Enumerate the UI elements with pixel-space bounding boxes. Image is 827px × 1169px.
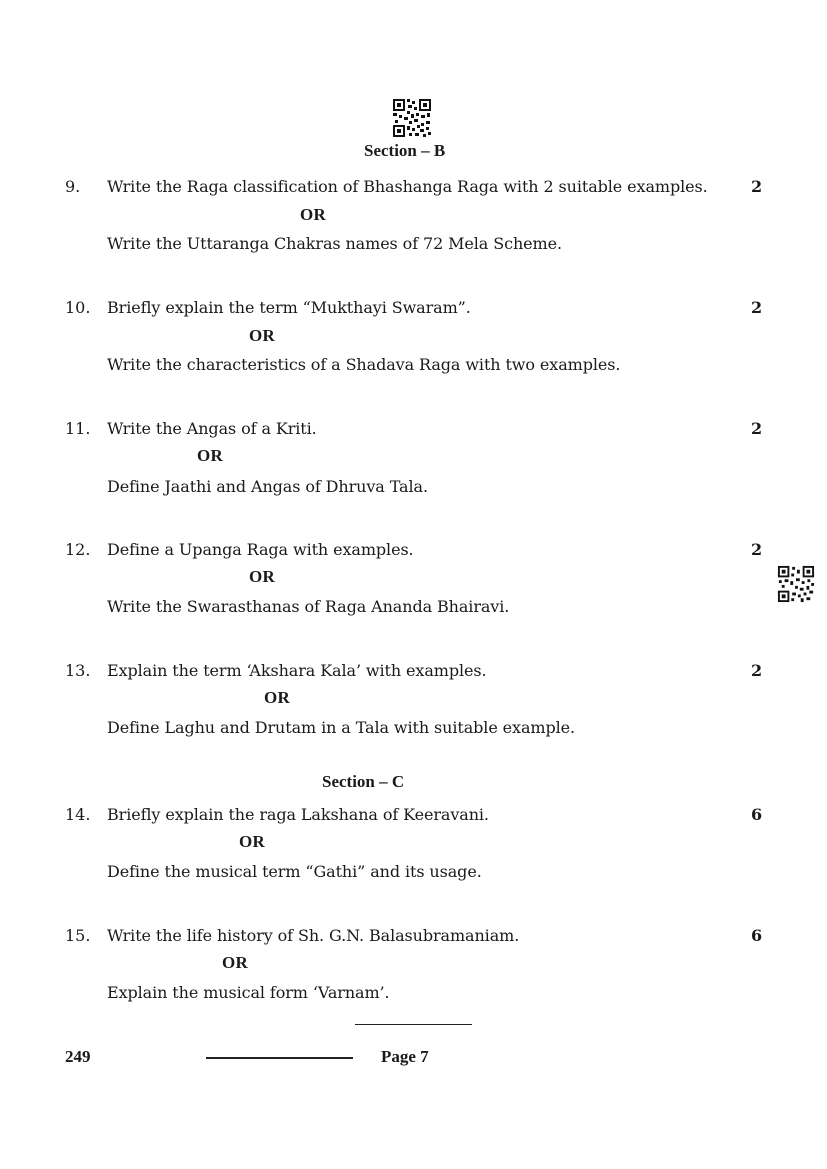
page-number: Page 7 (381, 1047, 429, 1066)
or-label: OR (239, 832, 266, 851)
question-number: 12. (65, 540, 91, 559)
alternative-question-text: Define Jaathi and Angas of Dhruva Tala. (107, 477, 428, 496)
marks: 2 (751, 419, 763, 438)
alternative-question-text: Define Laghu and Drutam in a Tala with suitable example. (107, 718, 575, 737)
end-divider (355, 1024, 472, 1025)
alternative-question-text: Write the characteristics of a Shadava Raga with two examples. (107, 355, 621, 374)
question-number: 15. (65, 926, 91, 945)
section-c-heading: Section – C (322, 772, 405, 791)
question-number: 11. (65, 419, 91, 438)
qr-code-top (392, 98, 432, 138)
question-text: Explain the term ‘Akshara Kala’ with examples. (107, 661, 487, 680)
footer-divider (206, 1057, 353, 1059)
or-label: OR (300, 205, 327, 224)
question-text: Briefly explain the raga Lakshana of Keeravani. (107, 805, 489, 824)
marks: 6 (751, 926, 763, 945)
section-b-heading: Section – B (364, 141, 446, 160)
question-text: Write the life history of Sh. G.N. Balasubramaniam. (107, 926, 520, 945)
question-text: Write the Angas of a Kriti. (107, 419, 317, 438)
marks: 2 (751, 540, 763, 559)
question-number: 13. (65, 661, 91, 680)
alternative-question-text: Write the Swarasthanas of Raga Ananda Bhairavi. (107, 597, 510, 616)
paper-code: 249 (65, 1047, 91, 1066)
question-text: Define a Upanga Raga with examples. (107, 540, 414, 559)
or-label: OR (264, 688, 291, 707)
alternative-question-text: Define the musical term “Gathi” and its usage. (107, 862, 482, 881)
alternative-question-text: Write the Uttaranga Chakras names of 72 Mela Scheme. (107, 234, 562, 253)
alternative-question-text: Explain the musical form ‘Varnam’. (107, 983, 390, 1002)
or-label: OR (249, 567, 276, 586)
question-text: Write the Raga classification of Bhashanga Raga with 2 suitable examples. (107, 177, 708, 196)
or-label: OR (249, 326, 276, 345)
question-text: Briefly explain the term “Mukthayi Swaram”. (107, 298, 471, 317)
qr-code-side (777, 565, 815, 603)
marks: 2 (751, 177, 763, 196)
or-label: OR (197, 446, 224, 465)
marks: 2 (751, 661, 763, 680)
question-number: 14. (65, 805, 91, 824)
question-number: 9. (65, 177, 81, 196)
marks: 2 (751, 298, 763, 317)
question-number: 10. (65, 298, 91, 317)
marks: 6 (751, 805, 763, 824)
or-label: OR (222, 953, 249, 972)
